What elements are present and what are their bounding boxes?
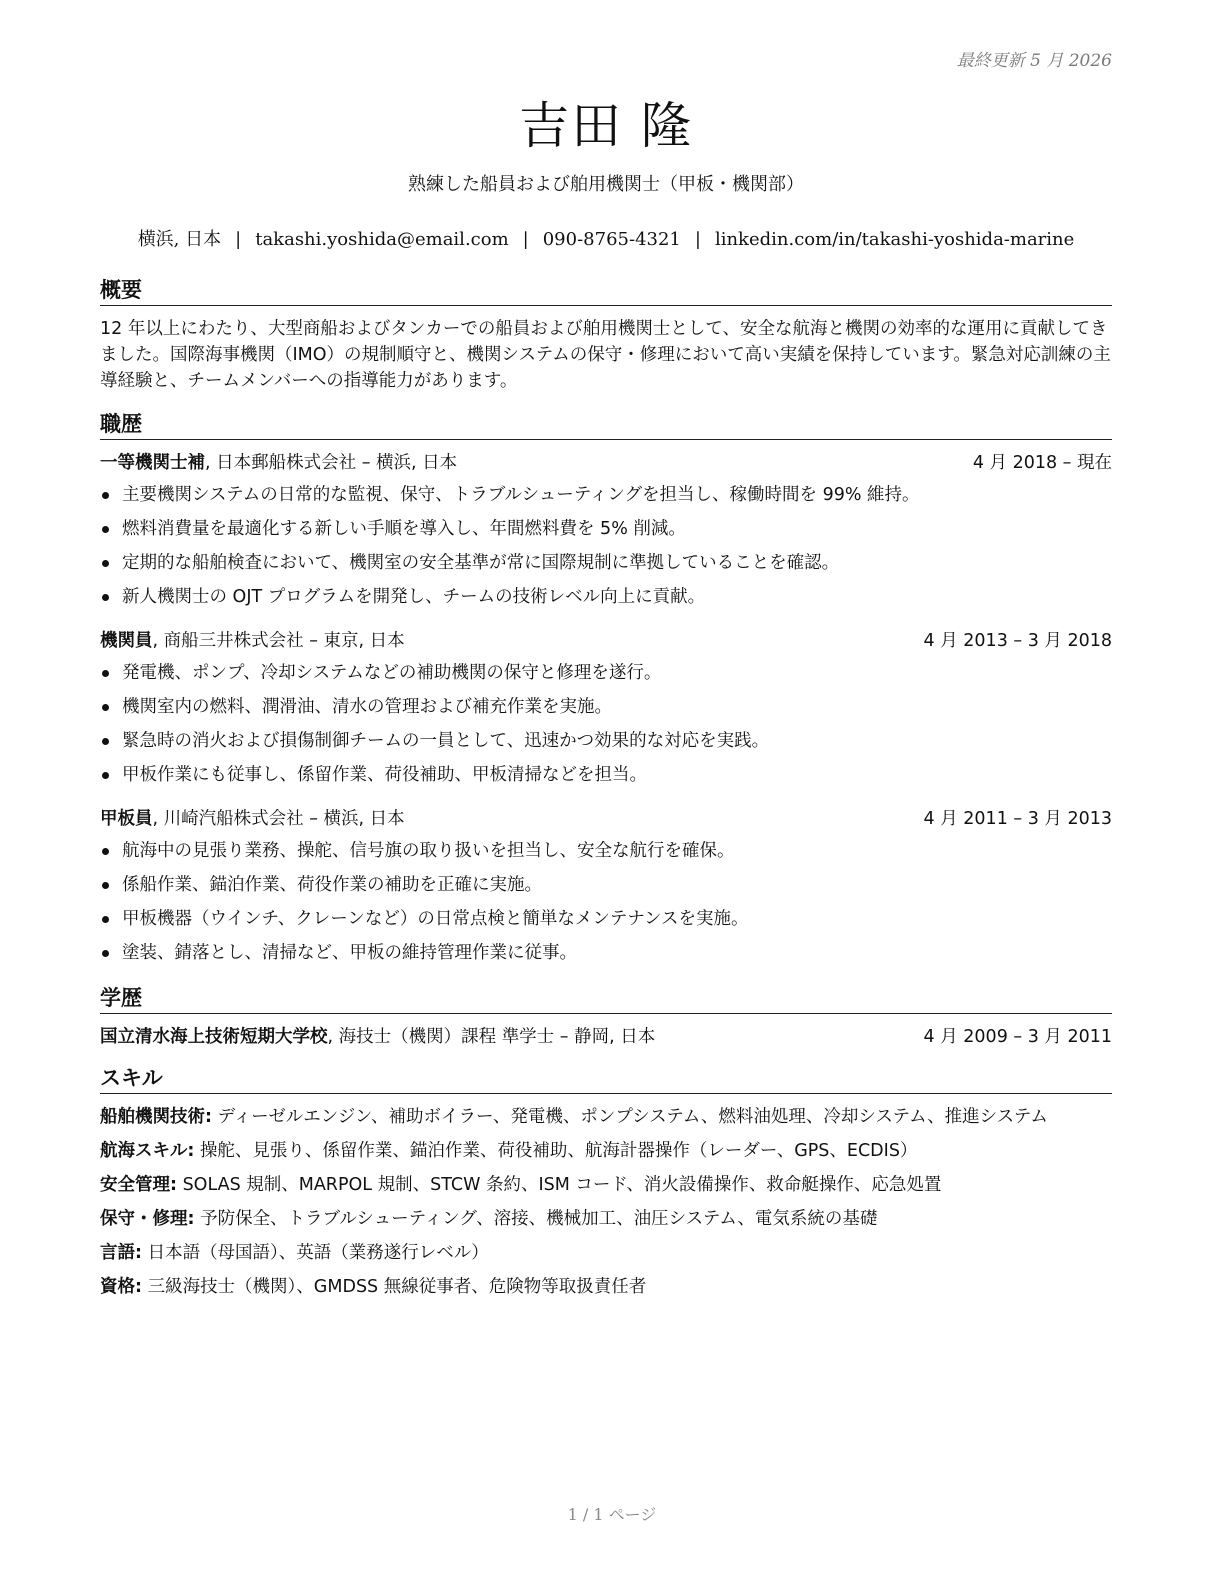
job-header [100, 628, 1112, 654]
skill-label: 船舶機関技術: [100, 1107, 212, 1127]
job-dates: 4 月 2018 – 現在 [972, 453, 1112, 473]
list-item: 航海中の見張り業務、操舵、信号旗の取り扱いを担当し、安全な航行を確保。 [100, 834, 1112, 868]
list-item: 係船作業、錨泊作業、荷役作業の補助を正確に実施。 [100, 868, 1112, 902]
job-dates: 4 月 2013 – 3 月 2018 [923, 631, 1112, 651]
skill-text: 予防保全、トラブルシューティング、溶接、機械加工、油圧システム、電気系統の基礎 [194, 1209, 878, 1229]
job-org: , 商船三井株式会社 – 東京, 日本 [152, 631, 405, 651]
job-role: 機関員 [100, 631, 153, 651]
contact-line [100, 225, 1112, 251]
skill-item [100, 1138, 1112, 1164]
job-role: 一等機関士補 [100, 453, 205, 473]
job-bullets [100, 834, 1112, 970]
skill-text: SOLAS 規制、MARPOL 規制、STCW 条約、ISM コード、消火設備操作、救命艇操作、応急処置 [177, 1175, 942, 1195]
candidate-subtitle: 熟練した船員および舶用機関士（甲板・機関部） [408, 174, 804, 195]
skill-item [100, 1104, 1112, 1130]
skill-label: 航海スキル: [100, 1141, 195, 1161]
candidate-name: 吉田 隆 [519, 97, 693, 155]
job-entry [100, 806, 1112, 970]
skill-item [100, 1172, 1112, 1198]
job-header [100, 450, 1112, 476]
job-dates: 4 月 2011 – 3 月 2013 [923, 809, 1112, 829]
education-school: 国立清水海上技術短期大学校 [100, 1027, 328, 1047]
skill-item [100, 1240, 1112, 1266]
education-dates: 4 月 2009 – 3 月 2011 [923, 1027, 1112, 1047]
contact-location: 横浜, 日本 [137, 229, 222, 250]
list-item: 新人機関士の OJT プログラムを開発し、チームの技術レベル向上に貢献。 [100, 580, 1112, 614]
section-title-education: 学歴 [100, 984, 1112, 1014]
last-updated: 最終更新 5 月 2026 [956, 51, 1112, 71]
list-item: 緊急時の消火および損傷制御チームの一員として、迅速かつ効果的な対応を実践。 [100, 724, 1112, 758]
job-bullets [100, 656, 1112, 792]
job-entry [100, 628, 1112, 792]
education-detail: , 海技士（機関）課程 準学士 – 静岡, 日本 [327, 1027, 656, 1047]
list-item: 甲板機器（ウインチ、クレーンなど）の日常点検と簡単なメンテナンスを実施。 [100, 902, 1112, 936]
list-item: 燃料消費量を最適化する新しい手順を導入し、年間燃料費を 5% 削減。 [100, 512, 1112, 546]
skill-text: 操舵、見張り、係留作業、錨泊作業、荷役補助、航海計器操作（レーダー、GPS、ECDIS） [194, 1141, 918, 1161]
section-title-skills: スキル [100, 1064, 1112, 1094]
page-number: 1 / 1 ページ [567, 1505, 657, 1524]
list-item: 塗装、錆落とし、清掃など、甲板の維持管理作業に従事。 [100, 936, 1112, 970]
contact-linkedin[interactable]: linkedin.com/in/takashi-yoshida-marine [714, 229, 1075, 250]
section-title-summary: 概要 [100, 276, 1112, 306]
contact-phone[interactable]: 090-8765-4321 [542, 229, 681, 250]
skill-label: 資格: [100, 1277, 142, 1297]
list-item: 甲板作業にも従事し、係留作業、荷役補助、甲板清掃などを担当。 [100, 758, 1112, 792]
skill-label: 保守・修理: [100, 1209, 195, 1229]
education-entry [100, 1024, 1112, 1050]
job-entry [100, 450, 1112, 614]
contact-separator: | [522, 229, 529, 250]
skill-text: 三級海技士（機関）、GMDSS 無線従事者、危険物等取扱責任者 [142, 1277, 647, 1297]
skill-item [100, 1206, 1112, 1232]
list-item: 機関室内の燃料、潤滑油、清水の管理および補充作業を実施。 [100, 690, 1112, 724]
list-item: 主要機関システムの日常的な監視、保守、トラブルシューティングを担当し、稼働時間を 99% 維持。 [100, 478, 1112, 512]
skill-text: 日本語（母国語）、英語（業務遂行レベル） [142, 1243, 489, 1263]
contact-email[interactable]: takashi.yoshida@email.com [255, 229, 509, 250]
list-item: 発電機、ポンプ、冷却システムなどの補助機関の保守と修理を遂行。 [100, 656, 1112, 690]
job-header [100, 806, 1112, 832]
list-item: 定期的な船舶検査において、機関室の安全基準が常に国際規制に準拠していることを確認。 [100, 546, 1112, 580]
summary-text: 12 年以上にわたり、大型商船およびタンカーでの船員および舶用機関士として、安全な航海と機関の効率的な運用に貢献してきました。国際海事機関（IMO）の規制順守と、機関システムの保守・修理において高い実績を保持しています。緊急対応訓練の主導経験と、チームメンバーへの指導能力があります。 [100, 319, 1111, 391]
skill-label: 言語: [100, 1243, 142, 1263]
skill-label: 安全管理: [100, 1175, 177, 1195]
skill-item [100, 1274, 1112, 1300]
skill-text: ディーゼルエンジン、補助ボイラー、発電機、ポンプシステム、燃料油処理、冷却システム、推進システム [212, 1107, 1048, 1127]
job-org: , 日本郵船株式会社 – 横浜, 日本 [205, 453, 458, 473]
job-bullets [100, 478, 1112, 614]
job-role: 甲板員 [100, 809, 153, 829]
contact-separator: | [694, 229, 701, 250]
resume-body [100, 276, 1112, 1308]
contact-separator: | [235, 229, 242, 250]
job-org: , 川崎汽船株式会社 – 横浜, 日本 [152, 809, 405, 829]
section-title-experience: 職歴 [100, 410, 1112, 440]
